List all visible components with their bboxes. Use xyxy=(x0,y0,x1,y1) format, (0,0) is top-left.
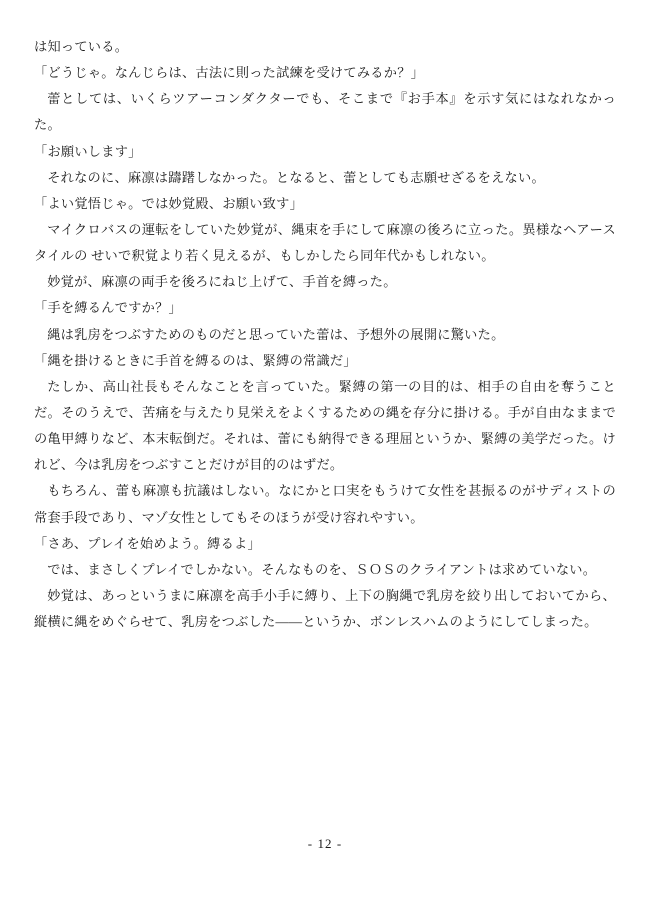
paragraph: 妙覚が、麻凛の両手を後ろにねじ上げて、手首を縛った。 xyxy=(47,274,397,290)
paragraph: 「縄を掛けるときに手首を縛るのは、緊縛の常識だ」 xyxy=(34,352,357,368)
paragraph: 「さあ、プレイを始めよう。縛るよ」 xyxy=(34,535,261,551)
paragraph: マイクロバスの運転をしていた妙覚が、縄束を手にして麻凛の後ろに立った。異様なヘアースタイルの せいで釈覚より若く見えるが、もしかしたら同年代かもしれない。 xyxy=(34,221,616,264)
paragraph: もちろん、蕾も麻凛も抗議はしない。なにかと口実をもうけて女性を甚振るのがサディストの常套手段であり、マゾ女性としてもそのほうが受け容れやすい。 xyxy=(34,483,616,525)
paragraph: 「手を縛るんですか？」 xyxy=(34,300,182,316)
paragraph: 「お願いします」 xyxy=(34,143,142,159)
paragraph: は知っている。 xyxy=(34,39,129,54)
paragraph: それなのに、麻凛は躊躇しなかった。となると、蕾としても志願せざるをえない。 xyxy=(47,169,545,185)
paragraph: では、まさしくプレイでしかない。そんなものを、ＳＯＳのクライアントは求めていない。 xyxy=(47,561,597,577)
paragraph: 妙覚は、あっというまに麻凛を高手小手に縛り、上下の胸縄で乳房を絞り出しておいてから、縦横に縄をめぐらせて、乳房をつぶした――というか、ボンレスハムのようにしてしまった。 xyxy=(34,587,616,630)
page-number: - 12 - xyxy=(307,836,343,851)
paragraph: 「よい覚悟じゃ。では妙覚殿、お願い致す」 xyxy=(34,195,304,211)
page-body-text xyxy=(34,34,616,635)
paragraph: 縄は乳房をつぶすためのものだと思っていた蕾は、予想外の展開に驚いた。 xyxy=(47,326,505,342)
paragraph: 蕾としては、いくらツアーコンダクターでも、そこまで『お手本』を示す気にはなれなかった。 xyxy=(34,91,616,133)
paragraph: 「どうじゃ。なんじらは、古法に則った試練を受けてみるか？」 xyxy=(34,65,425,81)
paragraph: たしか、高山社長もそんなことを言っていた。緊縛の第一の目的は、相手の自由を奪うことだ。そのうえで、苦痛を与えたり見栄えをよくするための縄を存分に掛ける。手が自由なままでの亀甲縛りなど、本末転倒だ。それは、蕾にも納得できる理屈というか、緊縛の美学だった。けれど、今は乳房をつぶすことだけが目的のはずだ。 xyxy=(34,378,616,473)
